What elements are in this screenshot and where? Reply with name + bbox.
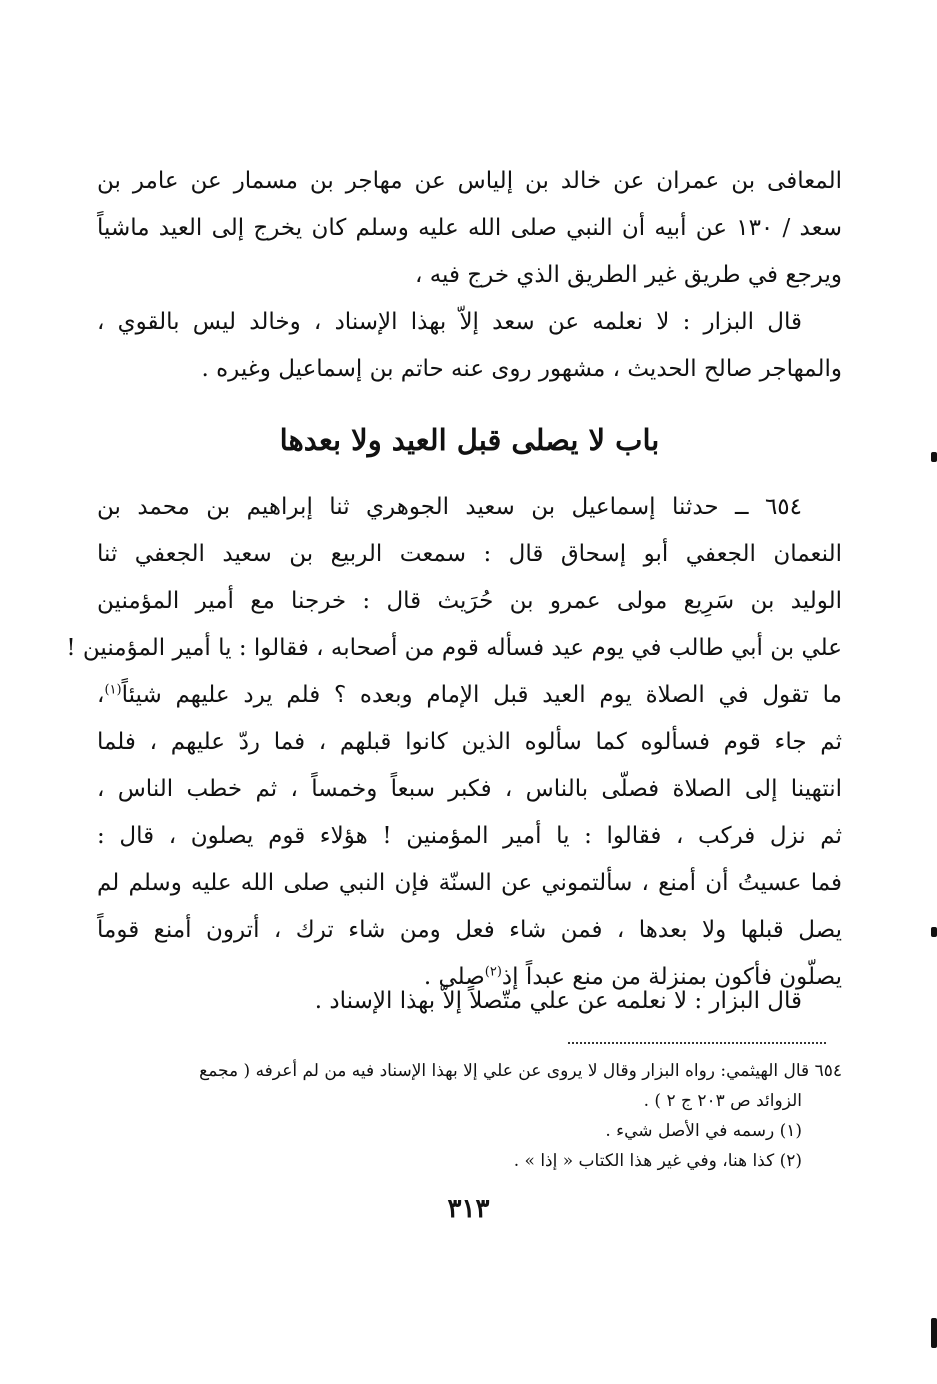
text-line: انتهينا إلى الصلاة فصلّى بالناس ، فكبر سبعاً وخمساً ، ثم خطب الناس ، [97, 776, 842, 802]
page-number: ٣١٣ [447, 1194, 490, 1224]
footnote-654: ٦٥٤ قال الهيثمي: رواه البزار وقال لا يروى عن علي إلا بهذا الإسناد فيه من لم أعرفه ( مجمع [199, 1061, 842, 1081]
text-line-with-footnote-1 [97, 672, 842, 719]
footnotes [97, 1056, 842, 1176]
margin-mark [931, 927, 937, 937]
paragraph-hadith-654 [66, 484, 842, 1001]
line-tail: ، [97, 682, 105, 708]
text-line: علي بن أبي طالب في يوم عيد فسأله قوم من أصحابه ، فقالوا : يا أمير المؤمنين ! [66, 635, 842, 661]
footnote-2: (٢) كذا هنا، وفي غير هذا الكتاب « إذا » . [513, 1151, 802, 1171]
footnote-divider [568, 1042, 826, 1044]
chapter-heading: باب لا يصلى قبل العيد ولا بعدها [279, 423, 660, 457]
text-line: والمهاجر صالح الحديث ، مشهور روى عنه حاتم بن إسماعيل وغيره . [201, 356, 842, 382]
margin-mark [931, 452, 937, 462]
text-line: قال البزار : لا نعلمه عن سعد إلاّ بهذا الإسناد ، وخالد ليس بالقوي ، [97, 309, 802, 335]
text-line: ثم نزل فركب ، فقالوا : يا أمير المؤمنين ! هؤلاء قوم يصلون ، قال : [97, 823, 842, 849]
text-line: ٦٥٤ ــ حدثنا إسماعيل بن سعيد الجوهري ثنا إبراهيم بن محمد بن [97, 494, 802, 520]
footnote-marker-2: (٢) [484, 964, 502, 980]
text-line: الوليد بن سَرِيع مولى عمرو بن حُرَيث قال : خرجنا مع أمير المؤمنين [97, 588, 842, 614]
text-line: ويرجع في طريق غير الطريق الذي خرج فيه ، [414, 262, 842, 288]
text-line: قال البزار : لا نعلمه عن علي متّصلاً إلاّ بهذا الإسناد . [314, 988, 802, 1014]
paragraph-hadith-continuation [97, 158, 842, 299]
paragraph-bazzar-final-comment [97, 978, 842, 1025]
text-line: يصل قبلها ولا بعدها ، فمن شاء فعل ومن شاء ترك ، أترون أمنع قوماً [97, 917, 842, 943]
margin-mark [931, 1318, 937, 1348]
footnote-1: (١) رسمه في الأصل شيء . [605, 1121, 802, 1141]
footnote-654-continuation: الزوائد ص ٢٠٣ ج ٢ ) . [643, 1091, 802, 1111]
footnote-marker-1: (١) [104, 682, 122, 698]
text-line: النعمان الجعفي أبو إسحاق قال : سمعت الربيع بن سعيد الجعفي ثنا [97, 541, 842, 567]
line-text: ما تقول في الصلاة يوم العيد قبل الإمام وبعده ؟ فلم يرد عليهم شيئاً [121, 682, 842, 708]
text-line: سعد / ١٣٠ عن أبيه أن النبي صلى الله عليه وسلم كان يخرج إلى العيد ماشياً [97, 215, 842, 241]
line-text: يصلّون فأكون بمنزلة من منع عبداً إذ [501, 964, 842, 990]
paragraph-bazzar-comment [97, 299, 842, 393]
line-tail: صلى . [423, 964, 485, 990]
text-line: فما عسيتُ أن أمنع ، سألتموني عن السنّة فإن النبي صلى الله عليه وسلم لم [97, 870, 842, 896]
text-line: المعافى بن عمران عن خالد بن إلياس عن مهاجر بن مسمار عن عامر بن [97, 168, 842, 194]
text-line: ثم جاء قوم فسألوه كما سألوه الذين كانوا قبلهم ، فما ردّ عليهم ، فلما [97, 729, 842, 755]
